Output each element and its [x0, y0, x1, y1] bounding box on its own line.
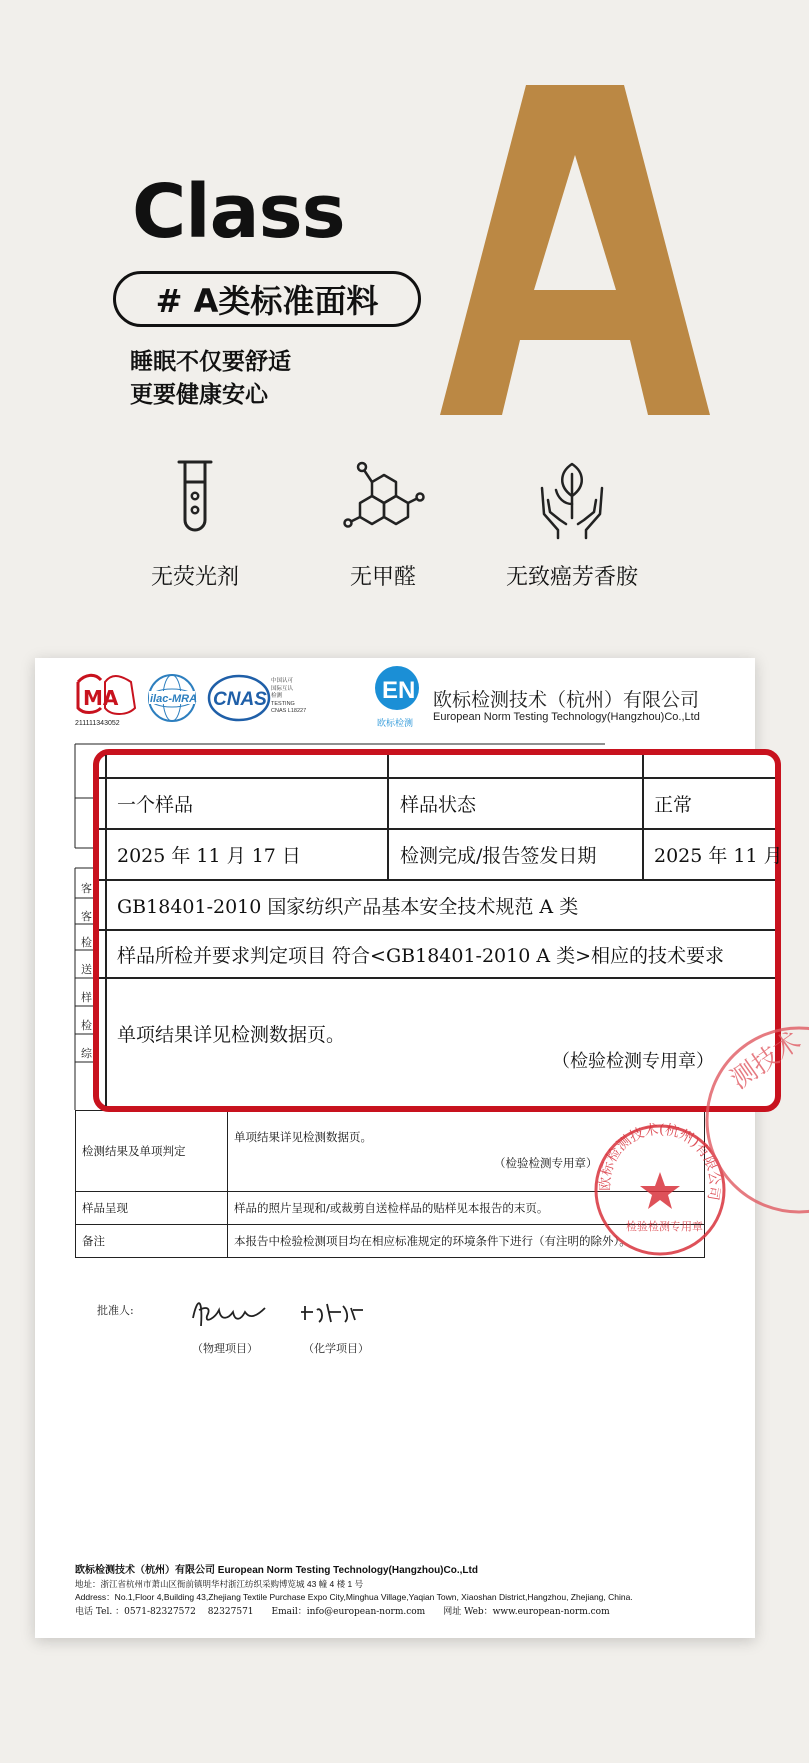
row-label-fragment: 综	[81, 1047, 92, 1060]
svg-text:测技术: 测技术	[725, 1026, 807, 1096]
svg-text:MA: MA	[83, 686, 119, 710]
signature-caption-chemical: （化学项目）	[303, 1342, 369, 1355]
svg-text:欧标检测技术(杭州)有限公司: 欧标检测技术(杭州)有限公司	[597, 1121, 723, 1202]
remark-text: 本报告中检验检测项目均在相应标准规定的环境条件下进行（有注明的除外）。	[228, 1225, 705, 1258]
appearance-label: 样品呈现	[76, 1192, 228, 1225]
ilac-mra-logo	[149, 675, 197, 721]
issue-date-label: 检测完成/报告签发日期	[400, 845, 597, 867]
feature-label: 无甲醛	[349, 565, 416, 590]
cnas-logo	[209, 676, 269, 720]
footer-company: 欧标检测技术（杭州）有限公司 European Norm Testing Technology(Hangzhou)Co.,Ltd	[75, 1565, 478, 1576]
svg-text:检验检测专用章: 检验检测专用章	[626, 1220, 703, 1233]
zoom-callout	[93, 749, 807, 1112]
result-label: 检测结果及单项判定	[76, 1111, 228, 1192]
svg-text:欧标检测: 欧标检测	[377, 719, 414, 729]
feature-label: 无荧光剂	[150, 565, 239, 590]
appearance-text: 样品的照片呈现和/或裁剪自送检样品的贴样见本报告的末页。	[228, 1192, 705, 1225]
remark-label: 备注	[76, 1225, 228, 1258]
sample-state-label: 样品状态	[400, 794, 477, 816]
feature-no-fluorescent	[100, 458, 290, 591]
tagline-line-1: 睡眠不仅要舒适	[130, 349, 291, 375]
issue-date-value: 2025 年 11 月	[654, 845, 783, 867]
hands-leaf-icon	[534, 458, 610, 540]
row-label-fragment: 检	[81, 936, 92, 949]
feature-no-amines	[477, 458, 667, 591]
footer-contact: 电话 Tel. ：0571-82327572 82327571 Email：info@european-norm.com 网址 Web：www.european-norm.com	[75, 1607, 610, 1617]
big-letter-a	[440, 85, 710, 415]
sample-count: 一个样品	[117, 794, 194, 816]
signature-caption-physical: （物理项目）	[192, 1342, 258, 1355]
row-label-fragment: 送	[81, 963, 92, 976]
molecule-icon	[342, 458, 424, 540]
test-conclusion: 样品所检并要求判定项目 符合<GB18401-2010 A 类>相应的技术要求	[117, 945, 725, 967]
test-standard: GB18401-2010 国家纺织产品基本安全技术规范 A 类	[117, 896, 579, 918]
approver-label: 批准人:	[97, 1304, 134, 1317]
svg-text:ilac-MRA: ilac-MRA	[150, 693, 198, 705]
svg-text:A: A	[440, 85, 441, 86]
row-label-fragment: 客	[81, 882, 92, 895]
footer-address-en: Address：No.1,Floor 4,Building 43,Zhejiang Textile Purchase Expo City,Minghua Village,Yaqian Town, Xiaoshan District,Hangzhou, Zhejiang, China.	[75, 1592, 633, 1602]
row-label-fragment: 客	[81, 910, 92, 923]
seal-fragment	[689, 1020, 809, 1120]
test-tube-icon	[173, 458, 217, 540]
signature-chemical	[293, 1288, 373, 1338]
row-label-fragment: 检	[81, 1019, 92, 1032]
class-a-pill: # A类标准面料	[113, 271, 421, 327]
cma-logo	[78, 675, 135, 714]
result-text: 单项结果详见检测数据页。	[234, 1130, 372, 1144]
row-label-fragment: 样	[81, 991, 92, 1004]
footer-address-cn: 地址：浙江省杭州市萧山区衙前镇明华村浙江纺织采购博览城 43 幢 4 楼 1 号	[75, 1579, 364, 1589]
company-name-en: European Norm Testing Technology(Hangzhou)Co.,Ltd	[433, 711, 700, 723]
feature-label: 无致癌芳香胺	[505, 565, 638, 590]
tagline	[130, 346, 291, 412]
zoom-stamp-note: （检验检测专用章）	[552, 1051, 714, 1072]
en-logo	[375, 666, 419, 729]
zoom-result-text: 单项结果详见检测数据页。	[117, 1024, 346, 1046]
signature-physical	[185, 1288, 275, 1338]
cma-number: 211111343052	[75, 720, 120, 727]
test-date: 2025 年 11 月 17 日	[117, 845, 301, 867]
svg-text:CNAS: CNAS	[213, 689, 267, 710]
cnas-caption: 中国认可 国际互认 检测 TESTING CNAS L18227	[271, 678, 307, 714]
result-stamp-note: （检验检测专用章）	[494, 1156, 598, 1170]
class-heading: Class	[132, 169, 345, 255]
tagline-line-2: 更要健康安心	[130, 382, 268, 408]
company-name-cn: 欧标检测技术（杭州）有限公司	[433, 689, 700, 711]
svg-text:EN: EN	[382, 677, 416, 704]
report-footer	[75, 1564, 633, 1620]
sample-state-value: 正常	[654, 794, 693, 816]
feature-no-formaldehyde	[288, 458, 478, 591]
